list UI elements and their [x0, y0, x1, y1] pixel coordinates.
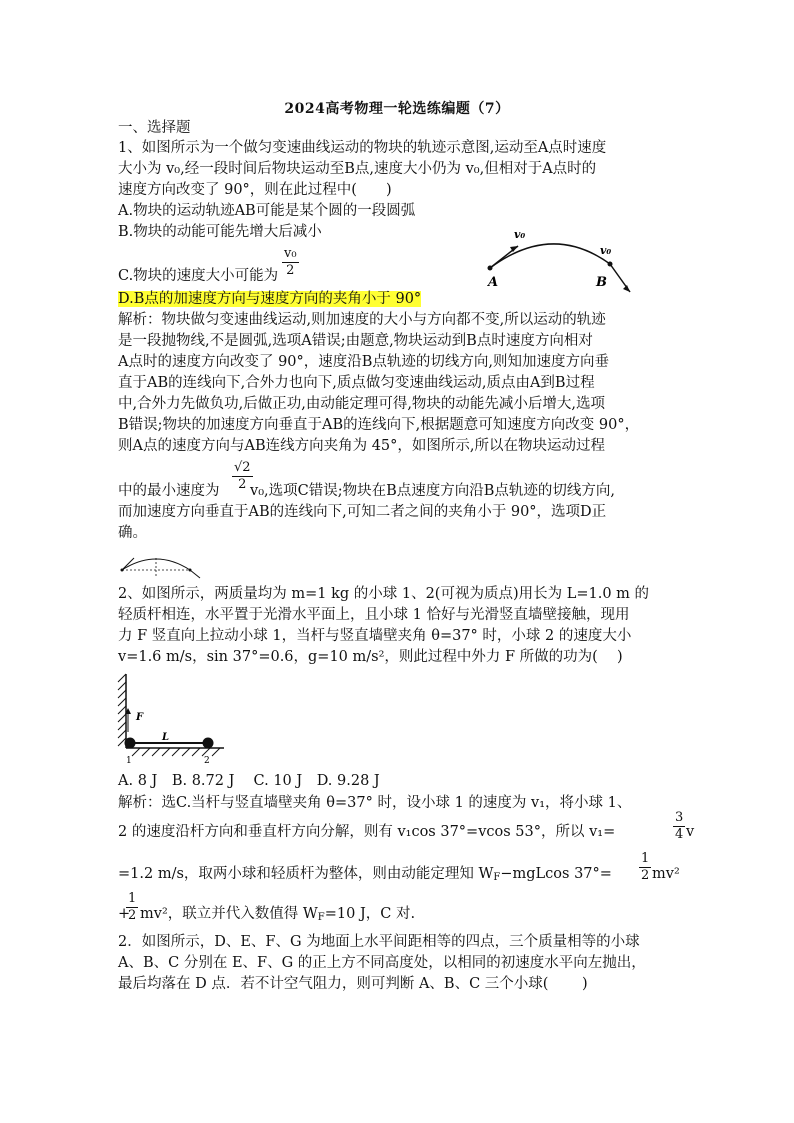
q1-option-c: C.物块的速度大小可能为: [118, 268, 279, 284]
fraction-numerator: v₀: [284, 246, 297, 261]
fig-point-b-label: B: [596, 275, 607, 290]
fraction-denominator: 2: [641, 868, 650, 883]
q2-stem-line-4: v=1.6 m/s，sin 37°=0.6，g=10 m/s²，则此过程中外力 F 所做的功为( ): [118, 649, 623, 665]
page-title: 2024高考物理一轮选练编题（7）: [284, 101, 510, 117]
q2-explanation-line-3: [118, 864, 612, 888]
q2-stem-line-1: 2、如图所示，两质量均为 m=1 kg 的小球 1、2(可视为质点)用长为 L=1.0 m 的: [118, 586, 650, 602]
q1-option-b: B.物块的动能可能先增大后减小: [118, 224, 322, 240]
fraction-numerator: 1: [641, 851, 650, 866]
q1-explanation-line-9: 而加速度方向垂直于AB的连线向下,可知二者之间的夹角小于 90°，选项D正: [118, 504, 607, 520]
q2-options: A. 8 J B. 8.72 J C. 10 J D. 9.28 J: [118, 773, 380, 789]
q1-stem-line-2: 大小为 v₀,经一段时间后物块运动至B点,速度大小仍为 v₀,但相对于A点时的: [118, 161, 597, 177]
q2-explanation-line-4a: +: [118, 906, 131, 922]
fig-point-a-label: A: [488, 275, 499, 290]
q1-explanation-line-7: 则A点的速度方向与AB连线方向夹角为 45°，如图所示,所以在物块运动过程: [118, 438, 606, 454]
q1-option-d: [118, 289, 421, 309]
q3-stem-line-1: 2．如图所示，D、E、F、G 为地面上水平间距相等的四点，三个质量相等的小球: [118, 934, 640, 950]
q2-explanation-line-3c: mv²: [652, 866, 680, 882]
q1-explanation-line-4: 直于AB的连线向下,合外力也向下,质点做匀变速曲线运动,质点由A到B过程: [118, 375, 595, 391]
q2-explanation-fraction-1: [673, 810, 685, 843]
q2-explanation-line-4b: [140, 904, 415, 928]
q2-explanation-line-2a: 2 的速度沿杆方向和垂直杆方向分解，则有 v₁cos 37°=vcos 53°，所以 v₁=: [118, 824, 616, 840]
q2-explanation-fraction-3: [126, 891, 138, 924]
q1-stem-line-1: 1、如图所示为一个做匀变速曲线运动的物块的轨迹示意图,运动至A点时速度: [118, 140, 607, 156]
fig-length-label: L: [162, 732, 170, 743]
q2-explanation-line-1: 解析：选C.当杆与竖直墙壁夹角 θ=37° 时，设小球 1 的速度为 v₁，将小球 1、: [118, 795, 632, 811]
fraction-numerator: 1: [128, 891, 137, 906]
fraction-denominator: 2: [128, 908, 137, 923]
q2-explanation-line-2b: v: [686, 824, 695, 840]
q2-ex3-text-b: −mgLcos 37°=: [500, 866, 612, 882]
q1-explanation-line-6: B错误;物块的加速度方向垂直于AB的连线向下,根据题意可知速度方向改变 90°，: [118, 417, 640, 433]
q1-explanation-line-8a: 中的最小速度为: [118, 483, 220, 499]
q1-stem-line-3: 速度方向改变了 90°，则在此过程中( ): [118, 182, 392, 198]
fraction-numerator: 3: [675, 810, 684, 825]
q1-explanation-figure: [116, 546, 206, 580]
fraction-numerator: √2: [234, 460, 251, 475]
fig-force-label: F: [136, 712, 144, 723]
fraction-denominator: 2: [286, 263, 295, 278]
q1-option-d-highlight: D.B点的加速度方向与速度方向的夹角小于 90°: [118, 291, 422, 307]
q2-ex4-subscript: F: [317, 912, 325, 923]
q1-option-a: A.物块的运动轨迹AB可能是某个圆的一段圆弧: [118, 203, 416, 219]
q1-explanation-line-3: A点时的速度方向改变了 90°，速度沿B点轨迹的切线方向,则知加速度方向垂: [118, 354, 610, 370]
q2-ex3-subscript: F: [493, 872, 501, 883]
q1-option-c-fraction: [282, 246, 299, 279]
q1-explanation-line-8b: v₀,选项C错误;物块在B点速度方向沿B点轨迹的切线方向,: [250, 483, 616, 499]
q2-wall-rod-figure: [112, 672, 232, 764]
q2-ex4-text-c: =10 J，C 对.: [324, 906, 416, 922]
fraction-denominator: 4: [675, 827, 684, 842]
fraction-denominator: 2: [238, 477, 247, 492]
q1-explanation-line-5: 中,合外力先做负功,后做正功,由动能定理可得,物块的动能先减小后增大,选项: [118, 396, 606, 412]
fig-v0-label-b: v₀: [600, 244, 612, 257]
q1-explanation-line-10: 确。: [118, 525, 147, 541]
fig-ball-1-label: 1: [126, 756, 132, 766]
q2-stem-line-2: 轻质杆相连，水平置于光滑水平面上，且小球 1 恰好与光滑竖直墙壁接触，现用: [118, 607, 630, 623]
q1-explanation-line-1: 解析：物块做匀变速曲线运动,则加速度的大小与方向都不变,所以运动的轨迹: [118, 312, 606, 328]
q2-stem-line-3: 力 F 竖直向上拉动小球 1，当杆与竖直墙壁夹角 θ=37° 时，小球 2 的速度大小: [118, 628, 632, 644]
q1-explanation-line-2: 是一段抛物线,不是圆弧,选项A错误;由题意,物块运动到B点时速度方向相对: [118, 333, 593, 349]
q1-trajectory-figure: [482, 222, 652, 312]
fig-v0-label-a: v₀: [514, 228, 526, 241]
q3-stem-line-3: 最后均落在 D 点．若不计空气阻力，则可判断 A、B、C 三个小球( ): [118, 976, 588, 992]
fig-ball-2-label: 2: [204, 756, 210, 766]
section-heading: 一、选择题: [118, 120, 191, 136]
q2-ex3-text-a: =1.2 m/s，取两小球和轻质杆为整体，则由动能定理知 W: [118, 866, 494, 882]
q2-explanation-fraction-2: [639, 851, 651, 884]
q3-stem-line-2: A、B、C 分别在 E、F、G 的正上方不同高度处，以相同的初速度水平向左抛出，: [118, 955, 646, 971]
q2-ex4-text-b: mv²，联立并代入数值得 W: [140, 906, 318, 922]
